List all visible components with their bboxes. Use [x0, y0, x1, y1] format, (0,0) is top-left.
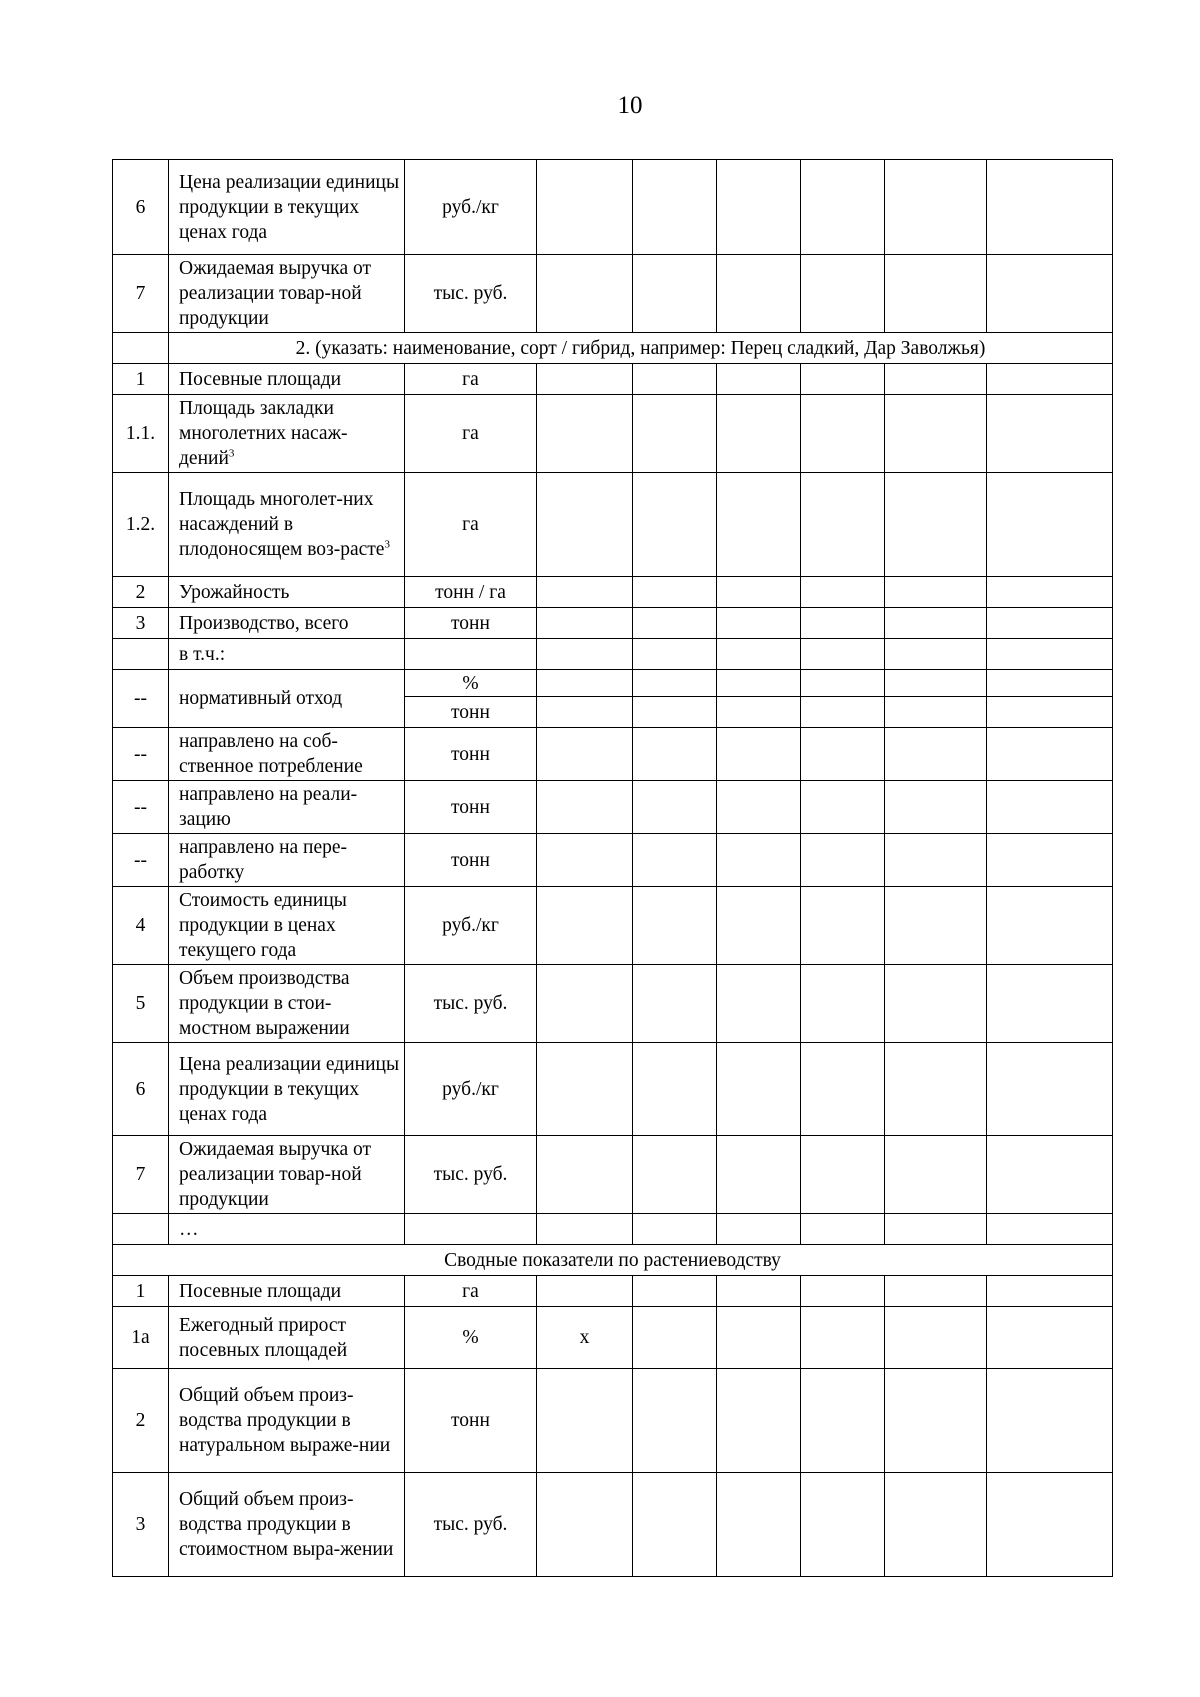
row-number: 6	[113, 1043, 169, 1136]
value-cell	[987, 639, 1113, 670]
row-unit: тыс. руб.	[405, 1473, 537, 1577]
value-cell	[537, 1214, 633, 1245]
row-number	[113, 639, 169, 670]
value-cell	[987, 834, 1113, 887]
value-cell	[987, 1214, 1113, 1245]
value-cell	[717, 1369, 801, 1473]
row-number: 1а	[113, 1307, 169, 1369]
value-cell	[537, 1473, 633, 1577]
value-cell	[987, 364, 1113, 395]
row-name: Общий объем произ-водства продукции в стоимостном выра-жении	[169, 1473, 405, 1577]
row-unit: га	[405, 395, 537, 473]
value-cell	[801, 1307, 885, 1369]
table-row	[113, 577, 1113, 608]
value-cell	[987, 608, 1113, 639]
value-cell	[717, 577, 801, 608]
table-row	[113, 670, 1113, 697]
row-name: Посевные площади	[169, 1276, 405, 1307]
section-title: 2. (указать: наименование, сорт / гибрид, например: Перец сладкий, Дар Заволжья)	[169, 333, 1113, 364]
row-unit: тонн	[405, 1369, 537, 1473]
table-row	[113, 1043, 1113, 1136]
row-name: Ожидаемая выручка от реализации товар-ной продукции	[169, 255, 405, 333]
value-cell	[801, 577, 885, 608]
value-cell	[885, 1369, 987, 1473]
table-row	[113, 160, 1113, 255]
empty-cell	[113, 333, 169, 364]
value-cell	[717, 1214, 801, 1245]
table-row	[113, 781, 1113, 834]
row-unit: руб./кг	[405, 1043, 537, 1136]
value-cell	[537, 395, 633, 473]
value-cell	[537, 639, 633, 670]
row-number: 1	[113, 364, 169, 395]
value-cell	[885, 473, 987, 577]
value-cell	[537, 728, 633, 781]
indicators-table	[112, 159, 1113, 1577]
table-row	[113, 1307, 1113, 1369]
table-row	[113, 364, 1113, 395]
value-cell	[801, 1369, 885, 1473]
row-number: --	[113, 728, 169, 781]
value-cell	[633, 697, 717, 728]
row-number: 1.2.	[113, 473, 169, 577]
value-cell	[801, 1043, 885, 1136]
value-cell	[537, 1136, 633, 1214]
row-name-text: Площадь закладки многолетних насаж-дений	[179, 398, 348, 469]
value-cell	[801, 965, 885, 1043]
value-cell	[885, 608, 987, 639]
value-cell	[885, 1307, 987, 1369]
value-cell	[987, 965, 1113, 1043]
row-number: 7	[113, 1136, 169, 1214]
value-cell	[633, 639, 717, 670]
table-row	[113, 1473, 1113, 1577]
value-cell	[633, 160, 717, 255]
value-cell	[801, 887, 885, 965]
value-cell	[537, 670, 633, 697]
value-cell	[633, 577, 717, 608]
value-cell	[885, 255, 987, 333]
row-name	[169, 395, 405, 473]
value-cell	[801, 781, 885, 834]
value-cell	[885, 965, 987, 1043]
value-cell	[633, 255, 717, 333]
row-unit	[405, 639, 537, 670]
value-cell	[537, 364, 633, 395]
value-cell	[633, 728, 717, 781]
value-cell	[717, 728, 801, 781]
table-row	[113, 728, 1113, 781]
row-name: направлено на соб-ственное потребление	[169, 728, 405, 781]
value-cell	[987, 1473, 1113, 1577]
row-name: в т.ч.:	[169, 639, 405, 670]
row-unit: руб./кг	[405, 160, 537, 255]
row-unit: га	[405, 364, 537, 395]
value-cell	[987, 473, 1113, 577]
value-cell	[633, 887, 717, 965]
value-cell	[801, 1136, 885, 1214]
table-row	[113, 1214, 1113, 1245]
value-cell	[987, 577, 1113, 608]
table-row	[113, 1369, 1113, 1473]
row-number: 6	[113, 160, 169, 255]
row-number: 3	[113, 608, 169, 639]
row-unit: тонн	[405, 697, 537, 728]
row-number: 1.1.	[113, 395, 169, 473]
value-cell	[537, 887, 633, 965]
row-unit: га	[405, 473, 537, 577]
table-row	[113, 834, 1113, 887]
section-title-row	[113, 1245, 1113, 1276]
value-cell	[633, 1473, 717, 1577]
value-cell	[801, 728, 885, 781]
value-cell	[633, 364, 717, 395]
value-cell	[717, 639, 801, 670]
row-unit: %	[405, 1307, 537, 1369]
table-row	[113, 639, 1113, 670]
row-name: Цена реализации единицы продукции в текущих ценах года	[169, 160, 405, 255]
value-cell	[885, 639, 987, 670]
section-title-row	[113, 333, 1113, 364]
value-cell	[885, 781, 987, 834]
row-name: Ожидаемая выручка от реализации товар-ной продукции	[169, 1136, 405, 1214]
value-cell	[633, 1136, 717, 1214]
row-number: 4	[113, 887, 169, 965]
page-number: 10	[617, 92, 643, 119]
row-unit: %	[405, 670, 537, 697]
value-cell	[537, 1043, 633, 1136]
table-row	[113, 255, 1113, 333]
table-row	[113, 395, 1113, 473]
row-unit: тонн	[405, 834, 537, 887]
row-unit: га	[405, 1276, 537, 1307]
row-unit	[405, 1214, 537, 1245]
table-row	[113, 608, 1113, 639]
value-cell	[717, 1307, 801, 1369]
row-unit: тыс. руб.	[405, 965, 537, 1043]
value-cell	[885, 160, 987, 255]
value-cell	[987, 1369, 1113, 1473]
table-row	[113, 473, 1113, 577]
row-name	[169, 473, 405, 577]
row-name: …	[169, 1214, 405, 1245]
value-cell	[717, 608, 801, 639]
value-cell	[801, 834, 885, 887]
value-cell	[537, 697, 633, 728]
value-cell	[717, 781, 801, 834]
value-cell	[885, 697, 987, 728]
row-number: 5	[113, 965, 169, 1043]
table-row	[113, 1136, 1113, 1214]
value-cell	[885, 364, 987, 395]
value-cell	[987, 728, 1113, 781]
value-cell	[537, 1276, 633, 1307]
footnote-mark: 3	[228, 447, 235, 460]
value-cell	[717, 255, 801, 333]
value-cell	[885, 670, 987, 697]
row-number: 1	[113, 1276, 169, 1307]
row-name: направлено на пере-работку	[169, 834, 405, 887]
value-cell	[633, 395, 717, 473]
row-name: Цена реализации единицы продукции в текущих ценах года	[169, 1043, 405, 1136]
value-cell	[537, 608, 633, 639]
value-cell	[885, 728, 987, 781]
value-cell	[987, 1136, 1113, 1214]
value-cell	[633, 1369, 717, 1473]
value-cell	[633, 1214, 717, 1245]
row-name: Урожайность	[169, 577, 405, 608]
row-name: направлено на реали-зацию	[169, 781, 405, 834]
value-cell	[987, 255, 1113, 333]
value-cell	[801, 364, 885, 395]
row-number: --	[113, 781, 169, 834]
value-cell	[801, 670, 885, 697]
value-cell	[717, 834, 801, 887]
value-cell	[987, 887, 1113, 965]
value-cell	[717, 1136, 801, 1214]
value-cell	[633, 965, 717, 1043]
value-cell	[801, 639, 885, 670]
row-unit: тонн	[405, 608, 537, 639]
value-cell	[537, 473, 633, 577]
value-cell	[633, 1043, 717, 1136]
value-cell	[801, 395, 885, 473]
value-cell	[801, 1214, 885, 1245]
value-cell	[885, 1473, 987, 1577]
table-row	[113, 1276, 1113, 1307]
value-cell	[801, 1473, 885, 1577]
value-cell	[717, 965, 801, 1043]
value-cell	[633, 608, 717, 639]
row-unit: тонн	[405, 728, 537, 781]
value-cell	[885, 577, 987, 608]
value-cell	[717, 1276, 801, 1307]
value-cell	[885, 1136, 987, 1214]
row-unit: тонн	[405, 781, 537, 834]
table-row	[113, 965, 1113, 1043]
value-cell	[633, 781, 717, 834]
value-cell	[801, 1276, 885, 1307]
value-cell	[885, 887, 987, 965]
value-cell	[633, 473, 717, 577]
row-name: Стоимость единицы продукции в ценах текущего года	[169, 887, 405, 965]
footnote-mark: 3	[384, 538, 390, 551]
value-cell	[537, 834, 633, 887]
value-cell	[717, 1043, 801, 1136]
value-cell	[717, 395, 801, 473]
row-number: --	[113, 670, 169, 728]
row-name-text: Площадь многолет-них насаждений в плодоносящем воз-расте	[179, 489, 385, 560]
row-number	[113, 1214, 169, 1245]
row-unit: руб./кг	[405, 887, 537, 965]
value-cell	[885, 1276, 987, 1307]
value-cell	[987, 395, 1113, 473]
value-cell	[537, 160, 633, 255]
value-cell	[633, 1307, 717, 1369]
value-cell	[987, 1276, 1113, 1307]
value-cell	[801, 697, 885, 728]
row-name: Посевные площади	[169, 364, 405, 395]
summary-title: Сводные показатели по растениеводству	[113, 1245, 1113, 1276]
value-cell: х	[537, 1307, 633, 1369]
value-cell	[885, 1043, 987, 1136]
value-cell	[987, 697, 1113, 728]
table-row	[113, 887, 1113, 965]
value-cell	[717, 697, 801, 728]
value-cell	[801, 160, 885, 255]
value-cell	[633, 670, 717, 697]
row-name: нормативный отход	[169, 670, 405, 728]
row-name: Объем производства продукции в стои-мостном выражении	[169, 965, 405, 1043]
value-cell	[537, 577, 633, 608]
row-number: 7	[113, 255, 169, 333]
value-cell	[717, 887, 801, 965]
value-cell	[801, 473, 885, 577]
value-cell	[537, 781, 633, 834]
row-number: 2	[113, 1369, 169, 1473]
row-name: Производство, всего	[169, 608, 405, 639]
row-name: Ежегодный прирост посевных площадей	[169, 1307, 405, 1369]
value-cell	[885, 834, 987, 887]
row-unit: тыс. руб.	[405, 255, 537, 333]
row-unit: тыс. руб.	[405, 1136, 537, 1214]
row-number: 2	[113, 577, 169, 608]
value-cell	[717, 160, 801, 255]
value-cell	[801, 608, 885, 639]
value-cell	[717, 1473, 801, 1577]
value-cell	[885, 1214, 987, 1245]
value-cell	[987, 1307, 1113, 1369]
value-cell	[537, 965, 633, 1043]
value-cell	[987, 1043, 1113, 1136]
value-cell	[633, 1276, 717, 1307]
value-cell	[633, 834, 717, 887]
row-number: 3	[113, 1473, 169, 1577]
value-cell	[987, 160, 1113, 255]
value-cell	[537, 1369, 633, 1473]
value-cell	[987, 670, 1113, 697]
value-cell	[717, 473, 801, 577]
value-cell	[885, 395, 987, 473]
value-cell	[717, 364, 801, 395]
row-unit: тонн / га	[405, 577, 537, 608]
value-cell	[801, 255, 885, 333]
row-name: Общий объем произ-водства продукции в натуральном выраже-нии	[169, 1369, 405, 1473]
row-number: --	[113, 834, 169, 887]
value-cell	[987, 781, 1113, 834]
value-cell	[537, 255, 633, 333]
value-cell	[717, 670, 801, 697]
